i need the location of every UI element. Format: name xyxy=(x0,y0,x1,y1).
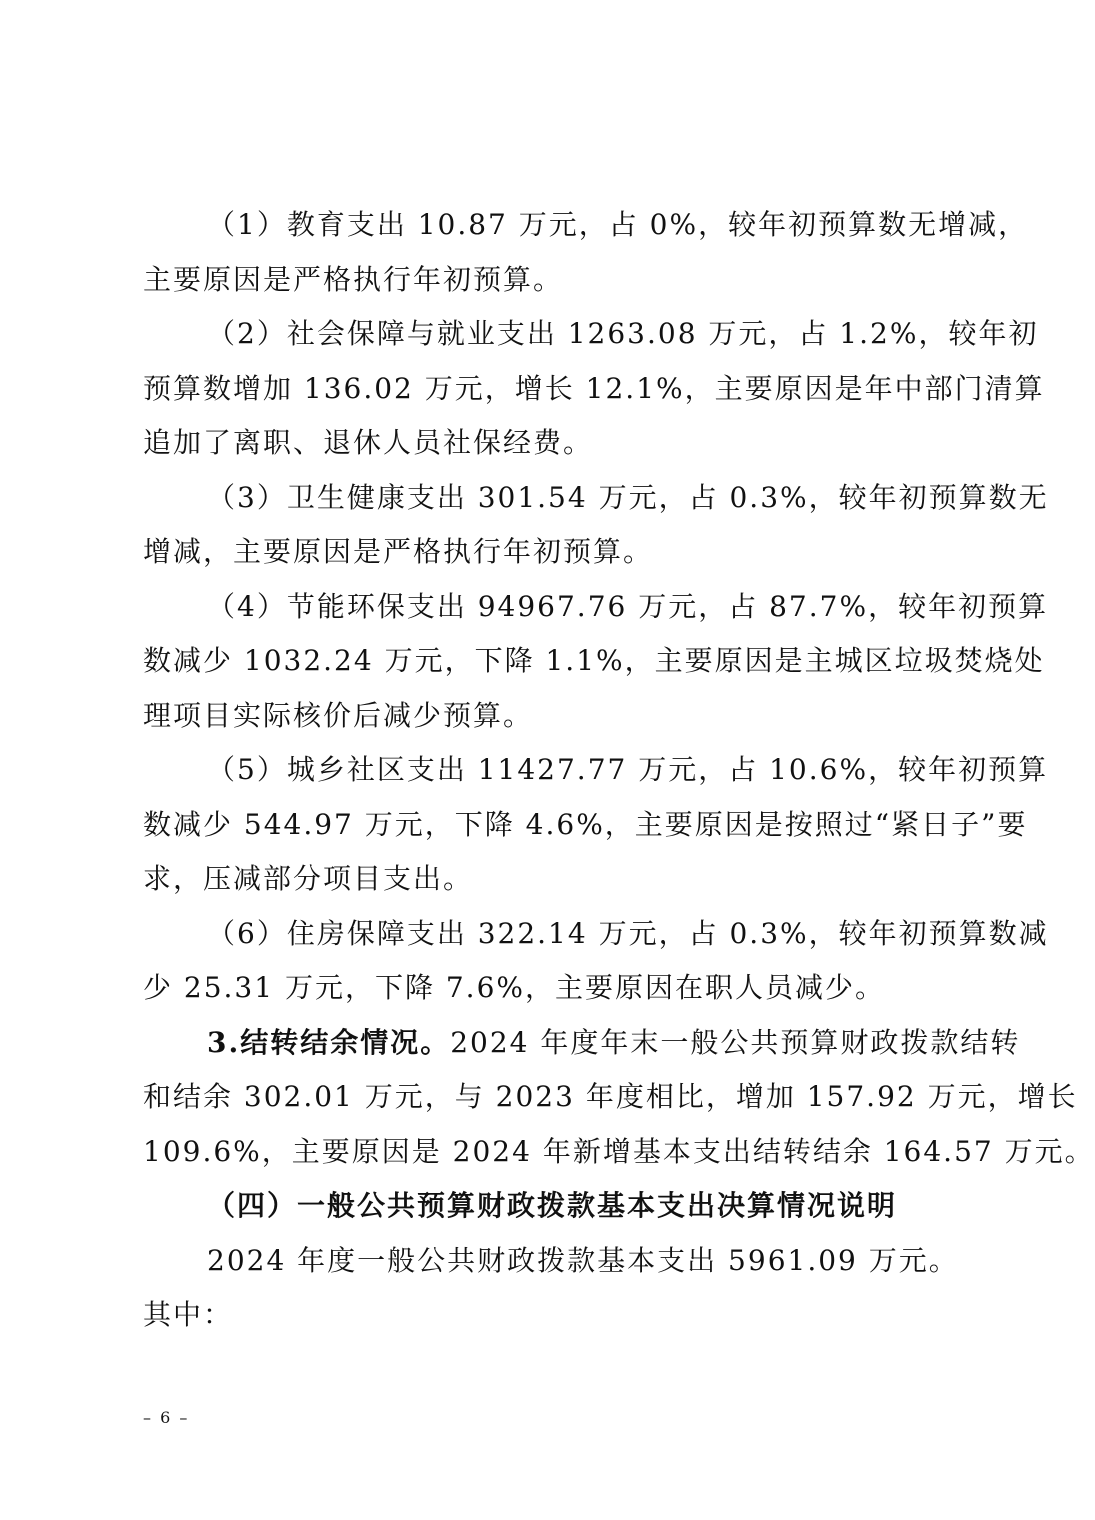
item-5-line-3: 求，压减部分项目支出。 xyxy=(143,862,474,895)
item-3-line-2: 增减，主要原因是严格执行年初预算。 xyxy=(143,535,654,568)
item-4-line-3: 理项目实际核价后减少预算。 xyxy=(143,698,534,732)
item-2-line-2: 预算数增加 136.02 万元，增长 12.1%，主要原因是年中部门清算 xyxy=(143,371,1045,405)
item-5-line-1: （5）城乡社区支出 11427.77 万元，占 10.6%，较年初预算 xyxy=(207,753,1049,786)
body-text xyxy=(143,198,1095,1343)
item-1-line-2: 主要原因是严格执行年初预算。 xyxy=(143,262,564,296)
basic-expenditure-line-1: 2024 年度一般公共财政拨款基本支出 5961.09 万元。 xyxy=(207,1243,959,1277)
carryover-line-1-text: 2024 年度年末一般公共预算财政拨款结转 xyxy=(450,1025,1021,1059)
basic-expenditure-line-2: 其中： xyxy=(143,1298,234,1331)
page-number: – 6 – xyxy=(143,1408,190,1427)
carryover-line-2: 和结余 302.01 万元，与 2023 年度相比，增加 157.92 万元，增长 xyxy=(143,1080,1078,1113)
item-2-line-3: 追加了离职、退休人员社保经费。 xyxy=(143,426,594,459)
item-1-line-1: （1）教育支出 10.87 万元，占 0%，较年初预算数无增减， xyxy=(207,208,1029,241)
item-6-line-1: （6）住房保障支出 322.14 万元，占 0.3%，较年初预算数减 xyxy=(207,916,1049,950)
carryover-line-1 xyxy=(143,1016,1021,1071)
item-3-line-1: （3）卫生健康支出 301.54 万元，占 0.3%，较年初预算数无 xyxy=(207,480,1049,514)
section-heading: （四）一般公共预算财政拨款基本支出决算情况说明 xyxy=(207,1189,898,1222)
carryover-line-3: 109.6%，主要原因是 2024 年新增基本支出结转结余 164.57 万元。 xyxy=(143,1134,1095,1168)
carryover-heading: 3.结转结余情况。 xyxy=(207,1025,451,1059)
item-4-line-2: 数减少 1032.24 万元，下降 1.1%，主要原因是主城区垃圾焚烧处 xyxy=(143,644,1045,677)
item-2-line-1: （2）社会保障与就业支出 1263.08 万元，占 1.2%，较年初 xyxy=(207,317,1039,350)
item-6-line-2: 少 25.31 万元，下降 7.6%，主要原因在职人员减少。 xyxy=(143,971,885,1004)
item-4-line-1: （4）节能环保支出 94967.76 万元，占 87.7%，较年初预算 xyxy=(207,589,1049,623)
item-5-line-2: 数减少 544.97 万元，下降 4.6%，主要原因是按照过“紧日子”要 xyxy=(143,807,1028,841)
